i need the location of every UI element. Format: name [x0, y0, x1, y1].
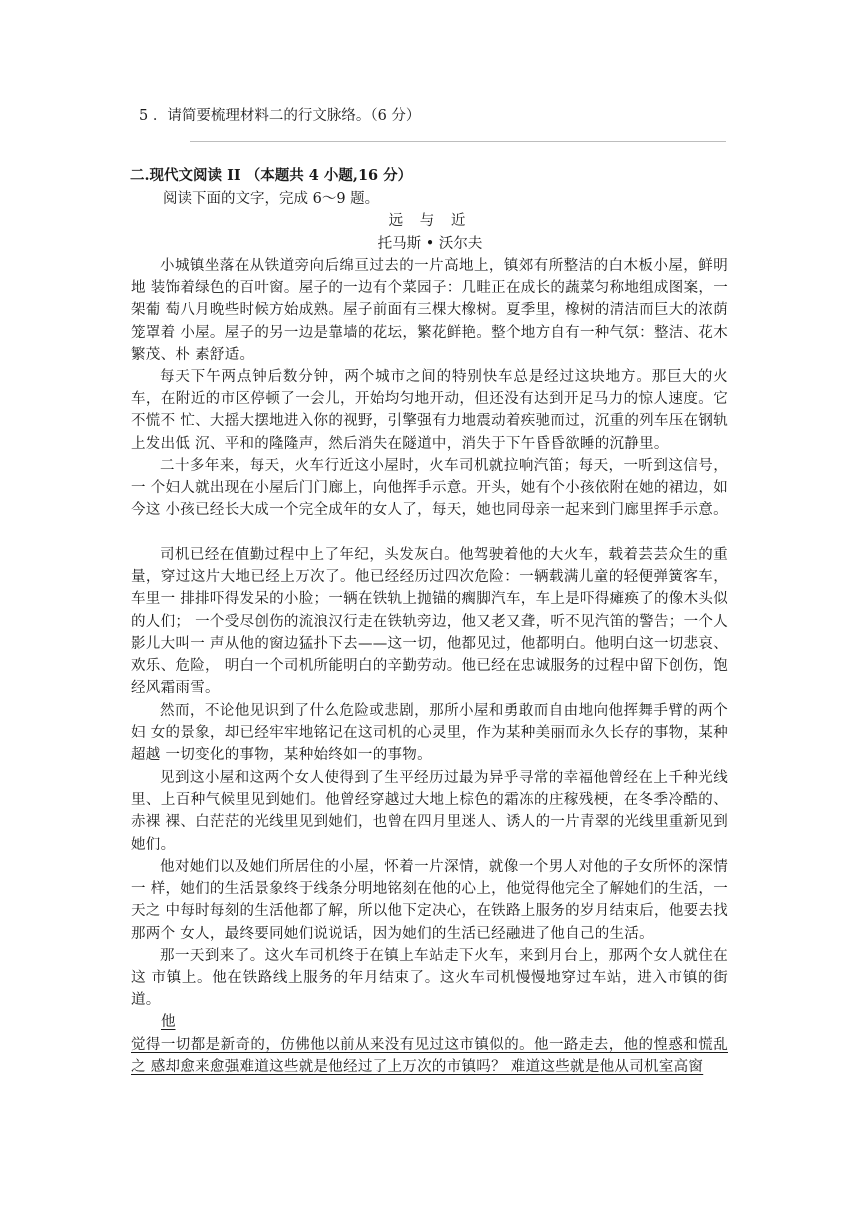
paragraph: 小城镇坐落在从铁道旁向后绵亘过去的一片高地上，镇郊有所整洁的白木板小屋，鲜明地 装饰着绿色的百叶窗。屋子的一边有个菜园子：几畦正在成长的蔬菜匀称地组成图案，一架葡 萄八月晚些时候方始成熟。屋子前面有三棵大橡树。夏季里，橡树的清洁而巨大的浓荫笼罩着 小屋。屋子的另一边是靠墙的花坛，繁花鲜艳。整个地方自有一种气氛：整洁、花木繁茂、朴 素舒适。 [131, 258, 728, 363]
paragraph: 每天下午两点钟后数分钟，两个城市之间的特别快车总是经过这块地方。那巨大的火车，在附近的市区停顿了一会儿，开始均匀地开动，但还没有达到开足马力的惊人速度。它不慌不 忙、大摇大摆地进入你的视野，引擎强有力地震动着疾驰而过，沉重的列车压在钢轨上发出低 沉、平和的隆隆声，然后消失在隧道中，消失于下午昏昏欲睡的沉静里。 [131, 369, 728, 452]
paragraph: 见到这小屋和这两个女人使得到了生平经历过最为异乎寻常的幸福他曾经在上千种光线 里、上百种气候里见到她们。他曾经穿越过大地上棕色的霜冻的庄稼残梗，在冬季冷酷的、赤裸 裸、白茫茫的光线里见到她们，也曾在四月里迷人、诱人的一片青翠的光线里重新见到她们。 [131, 770, 728, 853]
paragraph: 二十多年来，每天，火车行近这小屋时，火车司机就拉响汽笛；每天，一听到这信号，一 个妇人就出现在小屋后门门廊上，向他挥手示意。开头，她有个小孩依附在她的裙边，如今这 小孩已经长大成一个完全成年的女人了，每天，她也同母亲一起来到门廊里挥手示意。 [131, 458, 728, 519]
story-title: 远 与 近 [388, 213, 472, 229]
answer-line [190, 141, 726, 142]
underlined-fragment: 他 [161, 1014, 176, 1030]
underlined-paragraph: 觉得一切都是新奇的，仿佛他以前从来没有见过这市镇似的。他一路走去，他的惶惑和慌乱之 感却愈来愈强难道这些就是他经过了上万次的市镇吗？ 难道这些就是他从司机室高窗 [131, 1037, 728, 1076]
section-heading: 二.现代文阅读 II （本题共 4 小题,16 分） [130, 167, 413, 184]
story-author: 托马斯 • 沃尔夫 [377, 236, 483, 252]
paragraph: 那一天到来了。这火车司机终于在镇上车站走下火车，来到月台上，那两个女人就住在这 市镇上。他在铁路线上服务的年月结束了。这火车司机慢慢地穿过车站，进入市镇的街道。 [131, 948, 728, 1009]
instruction-text: 阅读下面的文字，完成 6～9 题。 [163, 191, 380, 207]
paragraph: 他对她们以及她们所居住的小屋，怀着一片深情，就像一个男人对他的子女所怀的深情一 样，她们的生活景象终于线条分明地铭刻在他的心上，他觉得他完全了解她们的生活，一天之 中每时每刻的生活他都了解，所以他下定决心，在铁路上服务的岁月结束后，他要去找那两个 女人，最终要同她们说说话，因为她们的生活已经融进了他自己的生活。 [131, 859, 728, 942]
question-5: 5 ．请简要梳理材料二的行文脉络。（6 分） [139, 108, 421, 124]
paragraph: 司机已经在值勤过程中上了年纪，头发灰白。他驾驶着他的大火车，载着芸芸众生的重量，穿过这片大地已经上万次了。他已经经历过四次危险：一辆载满儿童的轻便弹簧客车，车里一 排排吓得发呆的小脸；一辆在铁轨上抛锚的瘸脚汽车，车上是吓得瘫痪了的像木头似的人们； 一个受尽创伤的流浪汉行走在铁轨旁边，他又老又聋，听不见汽笛的警告；一个人影儿大叫一 声从他的窗边猛扑下去——这一切，他都见过，他都明白。他明白这一切悲哀、欢乐、危险， 明白一个司机所能明白的辛勤劳动。他已经在忠诚服务的过程中留下创伤，饱经风霜雨雪。 [131, 547, 728, 697]
paragraph: 然而，不论他见识到了什么危险或悲剧，那所小屋和勇敢而自由地向他挥舞手臂的两个妇 女的景象，却已经牢牢地铭记在这司机的心灵里，作为某种美丽而永久长存的事物，某种超越 一切变化的事物，某种始终如一的事物。 [131, 703, 728, 764]
